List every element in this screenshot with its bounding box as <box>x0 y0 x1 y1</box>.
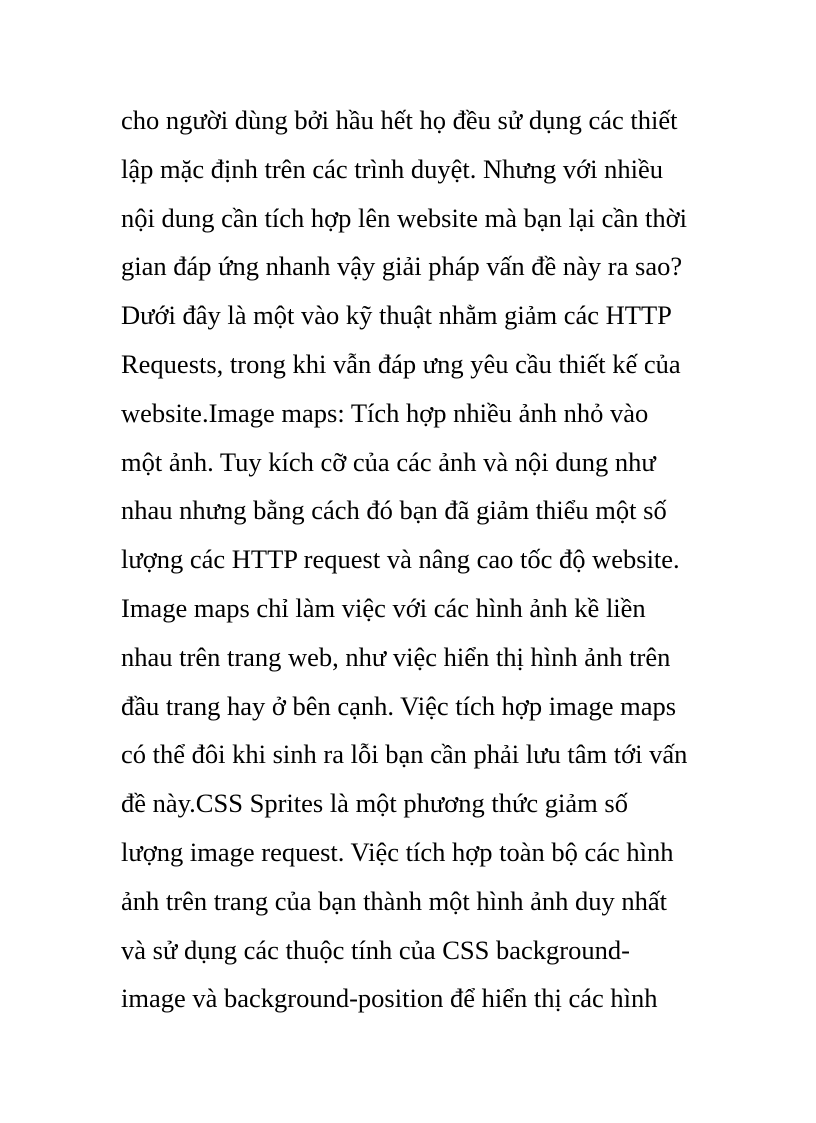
text-line-3: nội dung cần tích hợp lên website mà bạn lại cần thời <box>121 202 687 233</box>
text-line-13: đầu trang hay ở bên cạnh. Việc tích hợp image maps <box>121 690 677 721</box>
text-line-10: lượng các HTTP request và nâng cao tốc độ website. <box>121 544 680 575</box>
text-line-5: Dưới đây là một vào kỹ thuật nhằm giảm các HTTP <box>121 300 672 331</box>
text-line-18: và sử dụng các thuộc tính của CSS background- <box>121 934 630 965</box>
text-line-16: lượng image request. Việc tích hợp toàn bộ các hình <box>121 836 674 867</box>
text-line-1: cho người dùng bởi hầu hết họ đều sử dụng các thiết <box>121 105 678 135</box>
text-line-12: nhau trên trang web, như việc hiển thị hình ảnh trên <box>121 641 671 672</box>
text-line-2: lập mặc định trên các trình duyệt. Nhưng với nhiều <box>121 153 664 184</box>
text-line-15: đề này.CSS Sprites là một phương thức giảm số <box>121 788 628 819</box>
text-line-19: image và background-position để hiển thị các hình <box>121 983 658 1014</box>
text-line-7: website.Image maps: Tích hợp nhiều ảnh nhỏ vào <box>121 397 649 428</box>
text-line-11: Image maps chỉ làm việc với các hình ảnh kề liền <box>121 592 646 623</box>
text-line-8: một ảnh. Tuy kích cỡ của các ảnh và nội dung như <box>121 446 656 477</box>
text-line-6: Requests, trong khi vẫn đáp ưng yêu cầu thiết kế của <box>121 348 681 379</box>
text-line-9: nhau nhưng bằng cách đó bạn đã giảm thiểu một số <box>121 495 667 526</box>
text-line-4: gian đáp ứng nhanh vậy giải pháp vấn đề này ra sao? <box>121 251 683 282</box>
text-line-17: ảnh trên trang của bạn thành một hình ảnh duy nhất <box>121 885 668 916</box>
body-paragraph <box>121 96 711 1023</box>
text-line-14: có thể đôi khi sinh ra lỗi bạn cần phải lưu tâm tới vấn <box>121 739 688 770</box>
